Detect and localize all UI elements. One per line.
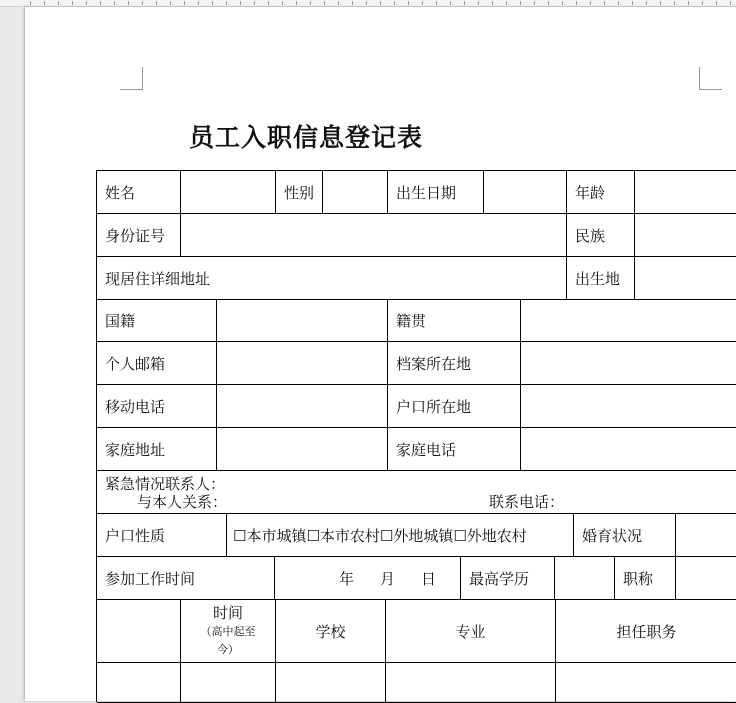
ruler — [0, 0, 736, 7]
ruler-tick — [86, 1, 87, 5]
ruler-tick — [604, 1, 605, 5]
label-day: 日 — [421, 569, 437, 588]
label-year: 年 — [339, 569, 355, 588]
label-id-number: 身份证号 — [97, 214, 181, 256]
ruler-tick — [352, 1, 353, 5]
field-mobile[interactable] — [217, 385, 388, 427]
label-emergency-contact: 紧急情况联系人： — [105, 475, 226, 493]
hukou-type-options[interactable]: ☐本市城镇☐本市农村☐外地城镇☐外地农村 — [227, 514, 574, 556]
ruler-tick — [632, 1, 633, 5]
field-marital-status[interactable] — [676, 514, 736, 556]
ruler-tick — [576, 1, 577, 5]
label-email: 个人邮箱 — [97, 342, 217, 384]
header-position: 担任职务 — [616, 622, 677, 641]
label-contact-phone: 联系电话： — [489, 493, 565, 511]
ruler-tick — [590, 1, 591, 5]
ruler-tick — [716, 1, 717, 5]
ruler-tick — [520, 1, 521, 5]
header-time-label: 时间 — [212, 603, 243, 622]
form-row-emergency[interactable] — [97, 471, 736, 514]
ruler-tick — [72, 1, 73, 5]
ruler-tick — [534, 1, 535, 5]
ruler-tick — [422, 1, 423, 5]
header-time — [181, 600, 276, 662]
ruler-tick — [100, 1, 101, 5]
ruler-tick — [30, 1, 31, 5]
field-nationality[interactable] — [217, 300, 388, 341]
ruler-tick — [212, 1, 213, 5]
ruler-tick — [394, 1, 395, 5]
education-section-label-cont — [97, 662, 181, 702]
ruler-tick — [492, 1, 493, 5]
ruler-tick — [240, 1, 241, 5]
label-title: 职称 — [615, 557, 676, 599]
label-birthplace: 出生地 — [567, 257, 635, 299]
margin-mark-top-left — [120, 67, 143, 90]
field-id-number[interactable] — [181, 214, 567, 256]
ruler-tick — [478, 1, 479, 5]
document-title: 员工入职信息登记表 — [189, 123, 424, 152]
label-hukou-location: 户口所在地 — [388, 385, 521, 427]
form-row-mobile — [97, 385, 736, 428]
education-section-label — [97, 600, 181, 662]
label-month: 月 — [380, 569, 396, 588]
field-name[interactable] — [181, 171, 276, 213]
field-home-address[interactable] — [217, 428, 388, 470]
ruler-tick — [142, 1, 143, 5]
field-edu-major[interactable] — [386, 662, 556, 702]
label-education: 最高学历 — [461, 557, 555, 599]
label-home-address: 家庭地址 — [97, 428, 217, 470]
ruler-tick — [436, 1, 437, 5]
ruler-tick — [254, 1, 255, 5]
field-ethnicity[interactable] — [635, 214, 736, 256]
registration-form-table — [96, 170, 736, 702]
form-row-email — [97, 342, 736, 385]
ruler-tick — [450, 1, 451, 5]
ruler-tick — [114, 1, 115, 5]
form-row-home — [97, 428, 736, 471]
header-time-note-2: 今） — [217, 642, 239, 656]
ruler-tick — [548, 1, 549, 5]
document-page — [25, 7, 736, 701]
label-home-phone: 家庭电话 — [388, 428, 521, 470]
field-title[interactable] — [676, 557, 736, 599]
ruler-tick — [268, 1, 269, 5]
field-native-place[interactable] — [521, 300, 736, 341]
form-row-education-header — [97, 600, 736, 663]
ruler-tick — [674, 1, 675, 5]
ruler-tick — [408, 1, 409, 5]
label-birth-date: 出生日期 — [388, 171, 484, 213]
form-row-basic — [97, 171, 736, 214]
field-work-start-date[interactable] — [275, 557, 461, 599]
form-row-hukou-type — [97, 514, 736, 557]
header-time-note-1: （高中起至 — [200, 624, 256, 638]
ruler-tick — [58, 1, 59, 5]
ruler-tick — [380, 1, 381, 5]
field-edu-position[interactable] — [556, 662, 736, 702]
label-hukou-type: 户口性质 — [97, 514, 227, 556]
ruler-tick — [282, 1, 283, 5]
ruler-tick — [618, 1, 619, 5]
ruler-tick — [730, 1, 731, 5]
label-name: 姓名 — [97, 171, 181, 213]
field-email[interactable] — [217, 342, 388, 384]
margin-mark-top-right — [699, 67, 722, 90]
ruler-tick — [324, 1, 325, 5]
ruler-tick — [184, 1, 185, 5]
label-ethnicity: 民族 — [567, 214, 635, 256]
ruler-tick — [156, 1, 157, 5]
label-mobile: 移动电话 — [97, 385, 217, 427]
ruler-tick — [296, 1, 297, 5]
field-gender[interactable] — [323, 171, 388, 213]
field-birthplace[interactable] — [635, 257, 736, 299]
form-row-nationality — [97, 300, 736, 342]
ruler-tick — [366, 1, 367, 5]
ruler-tick — [44, 1, 45, 5]
label-work-start: 参加工作时间 — [97, 557, 275, 599]
label-gender: 性别 — [276, 171, 323, 213]
ruler-tick — [646, 1, 647, 5]
field-hukou-location[interactable] — [521, 385, 736, 427]
field-edu-time[interactable] — [181, 662, 276, 702]
field-education[interactable] — [555, 557, 615, 599]
ruler-tick — [310, 1, 311, 5]
label-native-place: 籍贯 — [388, 300, 521, 341]
label-age: 年龄 — [567, 171, 635, 213]
header-major: 专业 — [386, 600, 556, 662]
form-row-education-entry — [97, 662, 736, 703]
form-row-work — [97, 557, 736, 600]
ruler-tick — [688, 1, 689, 5]
ruler-tick — [506, 1, 507, 5]
field-edu-school[interactable] — [276, 662, 386, 702]
field-birth-date[interactable] — [484, 171, 567, 213]
field-archive-location[interactable] — [521, 342, 736, 384]
label-archive-location: 档案所在地 — [388, 342, 521, 384]
ruler-tick — [128, 1, 129, 5]
ruler-tick — [464, 1, 465, 5]
form-row-id — [97, 214, 736, 257]
field-age[interactable] — [635, 171, 736, 213]
label-nationality: 国籍 — [97, 300, 217, 341]
ruler-tick — [338, 1, 339, 5]
ruler-tick — [198, 1, 199, 5]
header-school: 学校 — [276, 600, 386, 662]
ruler-tick — [562, 1, 563, 5]
label-relation: 与本人关系： — [137, 493, 228, 511]
field-home-phone[interactable] — [521, 428, 736, 470]
ruler-tick — [170, 1, 171, 5]
ruler-tick — [660, 1, 661, 5]
ruler-tick — [226, 1, 227, 5]
label-current-address: 现居住详细地址 — [97, 257, 567, 299]
form-row-address — [97, 257, 736, 300]
ruler-tick — [702, 1, 703, 5]
label-marital-status: 婚育状况 — [574, 514, 676, 556]
